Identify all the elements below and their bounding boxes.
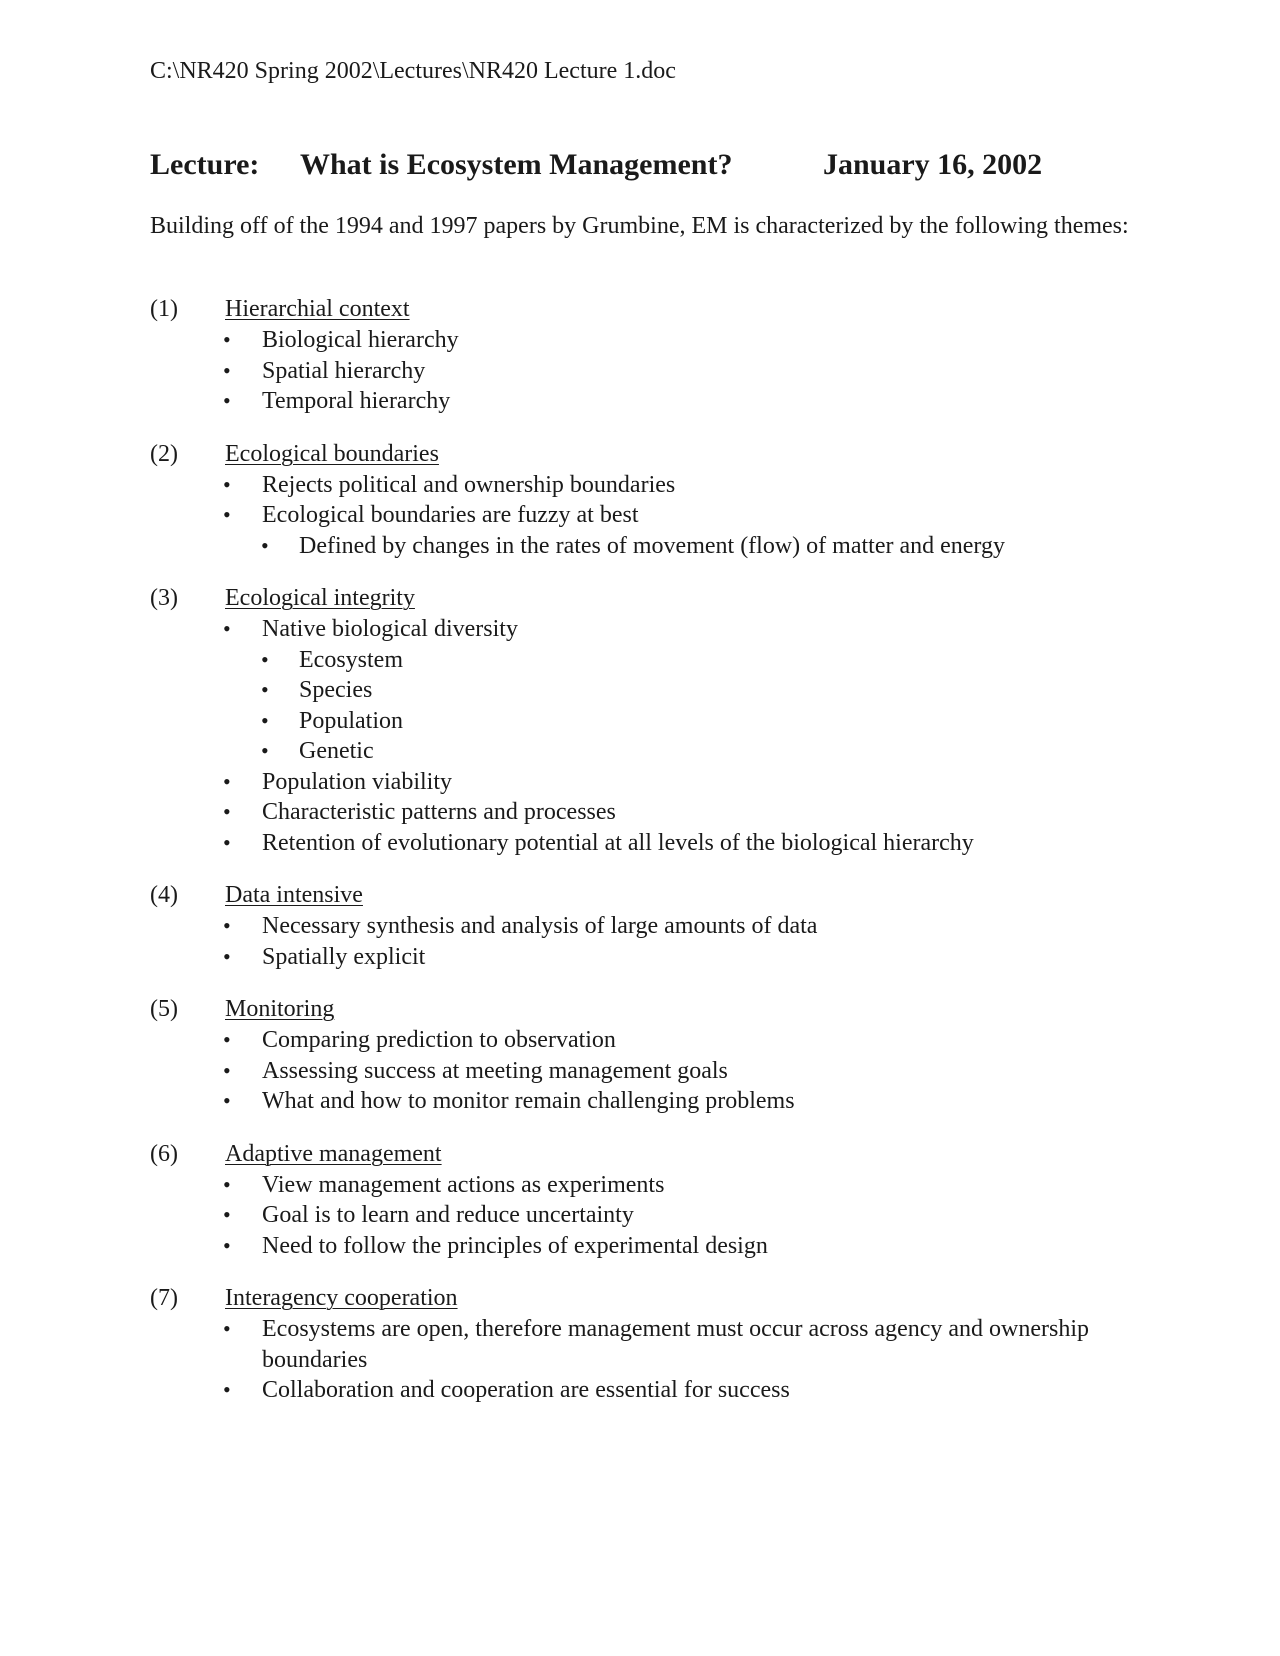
theme-title: Adaptive management <box>225 1140 442 1167</box>
bullet-icon: • <box>223 1088 231 1113</box>
theme-ecological-integrity <box>150 583 1150 858</box>
theme-number: (1) <box>150 296 178 322</box>
list-item: • Ecosystems are open, therefore management must occur across agency and ownership boundaries <box>223 1316 1090 1373</box>
heading-label: Lecture: <box>150 148 260 181</box>
theme-number: (3) <box>150 585 178 611</box>
theme-title: Monitoring <box>225 996 335 1022</box>
bullet-icon: • <box>223 1171 231 1197</box>
theme-adaptive-management <box>150 1139 1150 1262</box>
theme-title: Ecological integrity <box>225 585 415 611</box>
theme-ecological-boundaries <box>150 439 1150 562</box>
sub-list-item: • Genetic <box>150 736 1150 767</box>
bullet-icon: • <box>261 646 269 672</box>
list-item: • View management actions as experiments <box>150 1170 1150 1201</box>
theme-interagency-cooperation <box>150 1283 1150 1406</box>
sub-list-item: • Ecosystem <box>150 645 1150 676</box>
theme-title: Ecological boundaries <box>225 440 439 467</box>
page-title: What is Ecosystem Management? <box>300 148 733 181</box>
list-item: • Comparing prediction to observation <box>150 1025 1150 1056</box>
list-item: • Necessary synthesis and analysis of large amounts of data <box>150 911 1150 942</box>
sub-list-item: • Species <box>150 675 1150 706</box>
lecture-date: January 16, 2002 <box>823 148 1043 181</box>
theme-hierarchial-context <box>150 294 1150 417</box>
bullet-icon: • <box>223 1027 231 1052</box>
list-item: • Population viability <box>150 767 1150 798</box>
list-item: • Rejects political and ownership boundaries <box>150 470 1150 501</box>
themes-list <box>150 294 1150 1428</box>
theme-number: (2) <box>150 440 178 467</box>
bullet-icon: • <box>223 502 231 527</box>
bullet-icon: • <box>223 829 231 855</box>
list-item: • Ecological boundaries are fuzzy at best <box>150 500 1150 531</box>
bullet-icon: • <box>223 913 231 938</box>
list-item: • Spatially explicit <box>150 942 1150 973</box>
bullet-icon: • <box>223 327 231 352</box>
bullet-icon: • <box>223 1202 231 1227</box>
bullet-icon: • <box>261 532 269 558</box>
theme-number: (7) <box>150 1285 178 1311</box>
bullet-icon: • <box>223 616 231 641</box>
list-item: • Characteristic patterns and processes <box>150 797 1150 828</box>
theme-title: Data intensive <box>225 882 363 908</box>
bullet-icon: • <box>261 677 269 702</box>
list-item: • Collaboration and cooperation are essential for success <box>150 1375 1150 1406</box>
theme-number: (5) <box>150 996 178 1022</box>
bullet-icon: • <box>223 1377 231 1402</box>
list-item: • Need to follow the principles of experimental design <box>150 1231 1150 1262</box>
bullet-icon: • <box>223 768 231 794</box>
sub-list-item: • Population <box>150 706 1150 737</box>
bullet-icon: • <box>223 1316 231 1341</box>
list-item: • Temporal hierarchy <box>150 386 1150 417</box>
bullet-icon: • <box>223 471 231 497</box>
theme-number: (4) <box>150 882 178 908</box>
bullet-icon: • <box>223 799 231 824</box>
theme-data-intensive <box>150 880 1150 972</box>
list-item: • Spatial hierarchy <box>150 356 1150 387</box>
theme-title: Hierarchial context <box>225 296 410 322</box>
list-item: • What and how to monitor remain challenging problems <box>150 1086 1150 1117</box>
lecture-heading <box>150 147 1150 183</box>
list-item: • Assessing success at meeting management goals <box>150 1056 1150 1087</box>
bullet-icon: • <box>223 1057 231 1083</box>
intro-paragraph: Building off of the 1994 and 1997 papers by Grumbine, EM is characterized by the following themes: <box>150 213 1129 239</box>
bullet-icon: • <box>223 943 231 969</box>
theme-number: (6) <box>150 1140 178 1167</box>
file-path-header: C:\NR420 Spring 2002\Lectures\NR420 Lecture 1.doc <box>150 58 676 84</box>
bullet-icon: • <box>261 738 269 763</box>
theme-monitoring <box>150 994 1150 1117</box>
bullet-icon: • <box>223 388 231 413</box>
sub-list-item: • Defined by changes in the rates of movement (flow) of matter and energy <box>150 531 1150 562</box>
bullet-icon: • <box>261 707 269 733</box>
list-item: • Native biological diversity <box>150 614 1150 645</box>
bullet-icon: • <box>223 357 231 383</box>
bullet-icon: • <box>223 1232 231 1258</box>
theme-title: Interagency cooperation <box>225 1285 458 1311</box>
list-item: • Goal is to learn and reduce uncertainty <box>150 1200 1150 1231</box>
list-item: • Biological hierarchy <box>150 325 1150 356</box>
list-item: • Retention of evolutionary potential at all levels of the biological hierarchy <box>150 828 1150 859</box>
